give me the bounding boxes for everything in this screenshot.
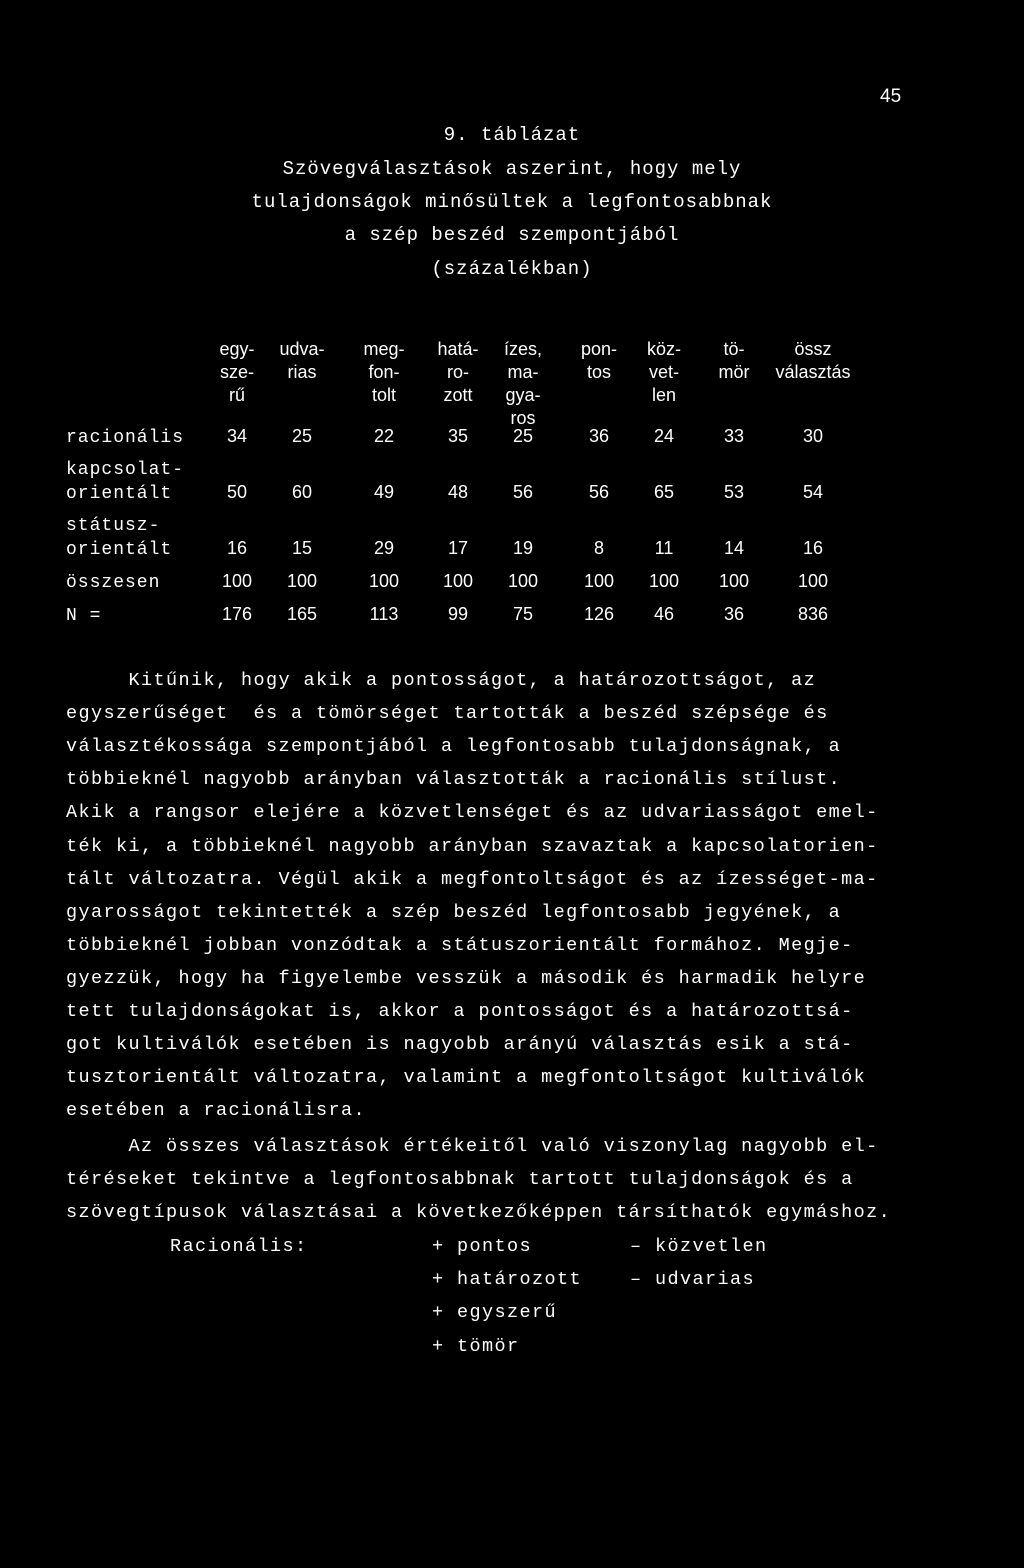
plus-item: + határozott [432,1269,583,1291]
row-label-line: státusz- [66,516,161,536]
table-cell: 100 [583,571,615,591]
text-line: Kitűnik, hogy akik a pontosságot, a határozottságot, az [66,670,817,691]
caption-line: 9. táblázat [443,124,581,146]
table-cell: 16 [226,538,248,558]
plus-item: + egyszerű [432,1302,558,1324]
text-line: ték ki, a többieknél nagyobb arányban szavaztak a kapcsolatorien- [66,835,879,857]
text-line: Akik a rangsor elejére a közvetlenséget és az udvariasságot emel- [66,802,879,824]
minus-item: – közvetlen [630,1236,768,1257]
table-cell: 100 [368,571,400,591]
table-cell: 56 [588,482,610,502]
text-line: többieknél nagyobb arányban választották a racionális stílust. [66,769,842,791]
table-cell: 100 [797,571,829,591]
table-cell: 36 [588,426,610,446]
table-cell: 29 [373,538,395,558]
row-label [66,426,184,450]
text-line: gyarosságot tekintették a szép beszéd legfontosabb jegyének, a [66,901,842,923]
table-cell: 836 [797,604,829,624]
text-line: tusztorientált változatra, valamint a megfontoltságot kultiválók [66,1067,867,1089]
table-cell: 100 [286,571,318,591]
text-line: gyezzük, hogy ha figyelembe vesszük a második és harmadik helyre [66,967,867,989]
caption-line: (százalékban) [431,258,593,280]
row-label-line: orientált [66,540,173,560]
column-header: sze- [219,362,254,382]
row-label [66,514,172,562]
text-line: tett tulajdonságokat is, akkor a pontosságot és a határozottsá- [66,1001,854,1022]
column-header: ma- [507,362,539,382]
table-cell: 100 [718,571,750,591]
row-label [66,604,101,628]
column-header: gya- [505,385,541,405]
table-cell: 30 [802,426,824,446]
row-label [66,458,184,506]
column-header: hatá- [437,339,479,359]
table-cell: 33 [723,426,745,446]
row-label-line: N = [66,606,102,626]
table-cell: 54 [802,482,824,502]
column-header: udva- [279,339,325,359]
column-header: tos [586,362,611,382]
row-label [66,571,160,595]
column-header: egy- [219,339,255,359]
table-cell: 49 [373,482,395,502]
table-cell: 15 [291,538,313,558]
table-cell: 24 [653,426,675,446]
row-label-line: összesen [66,573,161,593]
table-cell: 17 [447,538,469,558]
table-cell: 99 [447,604,469,624]
table-cell: 48 [447,482,469,502]
column-header: köz- [646,339,681,359]
table-cell: 34 [226,426,248,446]
column-header: tolt [371,385,396,405]
column-header: fon- [368,362,400,382]
table-cell: 113 [369,604,399,624]
column-header: pon- [580,339,618,359]
text-line: tált változatra. Végül akik a megfontoltságot és az ízességet-ma- [66,868,879,890]
column-header: rű [228,385,245,405]
column-header: ro- [447,362,469,382]
column-header: össz [794,339,832,359]
table-cell: 126 [583,604,615,624]
table-cell: 100 [648,571,680,591]
caption-line: tulajdonságok minősültek a legfontosabbnak [251,191,773,213]
minus-item: – udvarias [630,1269,756,1291]
plus-item: + tömör [432,1335,520,1357]
page-number: 45 [880,86,902,107]
row-label-line: kapcsolat- [66,460,185,480]
table-cell: 100 [442,571,474,591]
table-cell: 176 [221,604,253,624]
column-header: len [651,385,677,405]
table-cell: 100 [507,571,539,591]
row-label-line: orientált [66,484,173,504]
table-cell: 100 [221,571,253,591]
table-cell: 56 [512,482,534,502]
row-label-line: racionális [66,428,185,448]
column-header: rias [287,362,317,382]
pairing-label: Racionális: [170,1236,308,1257]
plus-item: + pontos [432,1236,533,1257]
table-cell: 75 [512,604,534,624]
text-line: egyszerűséget és a tömörséget tartották a beszéd szépsége és [66,703,829,725]
table-cell: 36 [723,604,745,624]
column-header: ros [510,408,536,428]
text-line: szövegtípusok választásai a következőképpen társíthatók egymáshoz. [66,1202,892,1224]
text-line: választékossága szempontjából a legfontosabb tulajdonságnak, a [66,736,842,758]
column-header: meg- [363,339,405,359]
table-cell: 35 [447,426,469,446]
column-header: zott [443,385,473,405]
caption-line: Szövegválasztások aszerint, hogy mely [282,158,742,180]
table-cell: 46 [653,604,675,624]
text-line: téréseket tekintve a legfontosabbnak tartott tulajdonságok és a [66,1169,854,1191]
table-cell: 65 [653,482,675,502]
table-cell: 53 [723,482,745,502]
table-cell: 25 [291,426,313,446]
text-line: got kultiválók esetében is nagyobb arányú választás esik a stá- [66,1034,854,1056]
caption-line: a szép beszéd szempontjából [344,224,680,246]
table-cell: 8 [593,538,604,558]
table-cell: 16 [802,538,824,558]
table-cell: 60 [291,482,313,502]
table-cell: 14 [723,538,745,558]
table-cell: 19 [512,538,534,558]
table-cell: 50 [226,482,248,502]
column-header: választás [775,362,851,382]
column-header: ízes, [503,339,542,359]
text-line: esetében a racionálisra. [66,1100,367,1122]
column-header: mör [718,362,750,382]
text-line: többieknél jobban vonzódtak a státuszorientált formához. Megje- [66,934,854,956]
text-line: Az összes választások értékeitől való viszonylag nagyobb el- [66,1136,879,1157]
column-header: vet- [648,362,679,382]
table-cell: 11 [654,538,674,558]
column-header: tö- [723,339,745,359]
table-cell: 25 [512,426,534,446]
table-cell: 165 [286,604,318,624]
table-cell: 22 [373,426,395,446]
